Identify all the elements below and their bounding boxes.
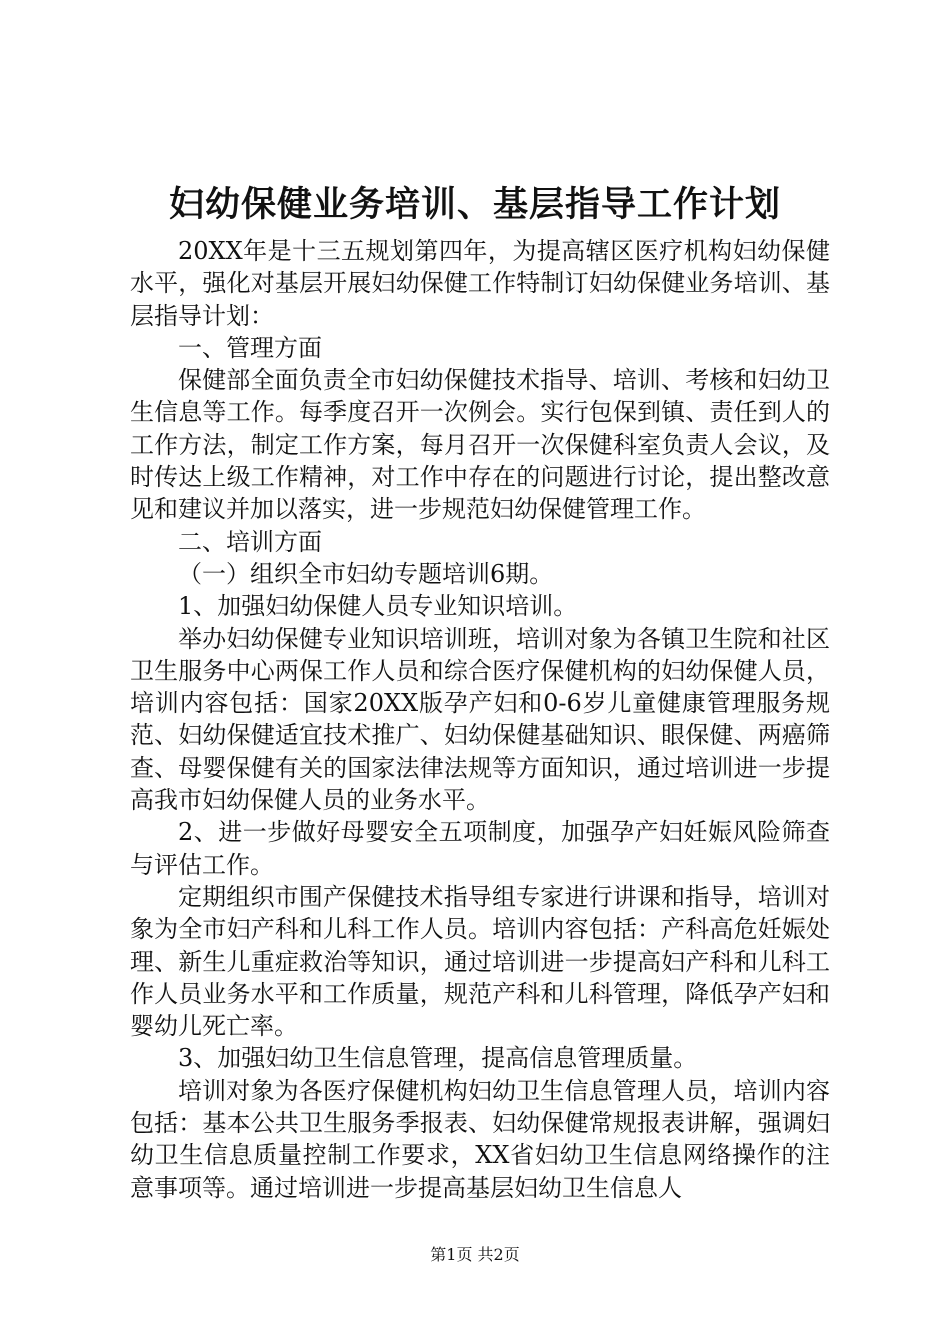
subsection-heading-1: （一）组织全市妇幼专题培训6期。 [178,559,554,588]
section-heading-training: 二、培训方面 [178,527,322,556]
page-footer: 第1页 共2页 [430,1245,520,1264]
management-paragraph: 保健部全面负责全市妇幼保健技术指导、培训、考核和妇幼卫生信息等工作。每季度召开一次例会。实行包保到镇、责任到人的工作方法，制定工作方案，每月召开一次保健科室负责人会议，及时传达上级工作精神，对工作中存在的问题进行讨论，提出整改意见和建议并加以落实，进一步规范妇幼保健管理工作。 [130,366,830,524]
item-heading-2: 2、进一步做好母婴安全五项制度，加强孕产妇妊娠风险筛查与评估工作。 [130,818,830,879]
section-heading-management: 一、管理方面 [178,333,322,362]
item-paragraph-2: 定期组织市围产保健技术指导组专家进行讲课和指导，培训对象为全市妇产科和儿科工作人员。培训内容包括：产科高危妊娠处理、新生儿重症救治等知识，通过培训进一步提高妇产科和儿科工作人员业务水平和工作质量，规范产科和儿科管理，降低孕产妇和婴幼儿死亡率。 [130,882,830,1041]
item-heading-1: 1、加强妇幼保健人员专业知识培训。 [178,592,578,621]
item-paragraph-3: 培训对象为各医疗保健机构妇幼卫生信息管理人员，培训内容包括：基本公共卫生服务季报表、妇幼保健常规报表讲解，强调妇幼卫生信息质量控制工作要求，XX省妇幼卫生信息网络操作的注意事项等。通过培训进一步提高基层妇幼卫生信息人 [130,1076,830,1202]
document-body [130,235,830,1204]
intro-paragraph: 20XX年是十三五规划第四年，为提高辖区医疗机构妇幼保健水平，强化对基层开展妇幼保健工作特制订妇幼保健业务培训、基层指导计划： [130,237,830,330]
item-paragraph-1: 举办妇幼保健专业知识培训班，培训对象为各镇卫生院和社区卫生服务中心两保工作人员和综合医疗保健机构的妇幼保健人员，培训内容包括：国家20XX版孕产妇和0-6岁儿童健康管理服务规范、妇幼保健适宜技术推广、妇幼保健基础知识、眼保健、两癌筛查、母婴保健有关的国家法律法规等方面知识，通过培训进一步提高我市妇幼保健人员的业务水平。 [130,624,830,815]
item-heading-3: 3、加强妇幼卫生信息管理，提高信息管理质量。 [178,1044,698,1073]
document-title: 妇幼保健业务培训、基层指导工作计划 [168,184,781,225]
